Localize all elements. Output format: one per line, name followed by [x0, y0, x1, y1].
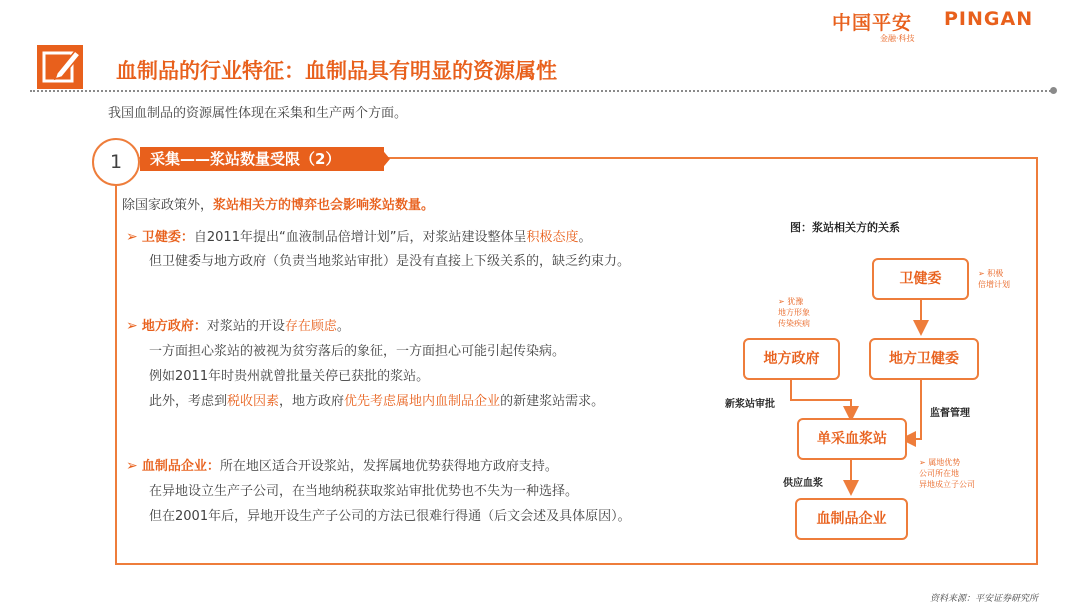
item-local-gov-line2: 一方面担心浆站的被视为贫穷落后的象征，一方面担心可能引起传染病。 — [149, 344, 566, 359]
edge-label-supervision: 监督管理 — [930, 408, 970, 419]
page-title: 血制品的行业特征：血制品具有明显的资源属性 — [116, 59, 557, 83]
item-wjw: ➢ 卫健委：自2011年提出“血液制品倍增计划”后，对浆站建设整体呈积极态度。 — [126, 229, 592, 245]
arrow-bullet-icon: ➢ — [126, 229, 138, 245]
node-plasma-station: 单采血浆站 — [797, 418, 907, 460]
intro-text: 我国血制品的资源属性体现在采集和生产两个方面。 — [108, 106, 408, 121]
item-enterprise-line3: 但在2001年后，异地开设生产子公司的方法已很难行得通（后文会述及具体原因）。 — [149, 509, 631, 524]
item-local-gov: ➢ 地方政府：对浆站的开设存在顾虑。 — [126, 318, 350, 334]
edge-label-approval: 新浆站审批 — [725, 399, 775, 410]
section-title-arrow — [380, 147, 390, 171]
note-gov: ➢ 犹豫 地方形象 传染疾病 — [778, 297, 810, 328]
note-enterprise: ➢ 属地优势 公司所在地 异地成立子公司 — [919, 458, 975, 489]
node-enterprise: 血制品企业 — [795, 498, 908, 540]
item-local-gov-line4: 此外，考虑到税收因素，地方政府优先考虑属地内血制品企业的新建浆站需求。 — [149, 394, 605, 409]
edge-label-supply: 供应血浆 — [783, 478, 823, 489]
section-number: 1 — [92, 138, 140, 186]
item-wjw-line2: 但卫健委与地方政府（负责当地浆站审批）是没有直接上下级关系的，缺乏约束力。 — [149, 254, 631, 269]
node-local-gov: 地方政府 — [743, 338, 840, 380]
source-note: 资料来源：平安证券研究所 — [930, 594, 1039, 604]
item-enterprise-line2: 在异地设立生产子公司，在当地纳税获取浆站审批优势也不失为一种选择。 — [149, 484, 579, 499]
node-wjw: 卫健委 — [872, 258, 969, 300]
logo-chinese: 中国平安 — [832, 12, 913, 34]
node-local-wjw: 地方卫健委 — [869, 338, 979, 380]
item-enterprise: ➢ 血制品企业：所在地区适合开设浆站，发挥属地优势获得地方政府支持。 — [126, 458, 558, 474]
arrow-bullet-icon: ➢ — [126, 458, 138, 474]
section-title: 采集——浆站数量受限（2） — [140, 147, 384, 171]
logo-tagline: 金融·科技 — [880, 34, 915, 43]
arrow-bullet-icon: ➢ — [126, 318, 138, 334]
arrow-gov-to-station — [791, 380, 851, 418]
logo-english: PINGAN — [944, 8, 1034, 30]
note-wjw: ➢ 积极 倍增计划 — [978, 269, 1010, 289]
item-local-gov-line3: 例如2011年时贵州就曾批量关停已获批的浆站。 — [149, 369, 430, 384]
figure-title: 图：浆站相关方的关系 — [790, 221, 900, 234]
lead-text: 除国家政策外，浆站相关方的博弈也会影响浆站数量。 — [122, 198, 435, 213]
